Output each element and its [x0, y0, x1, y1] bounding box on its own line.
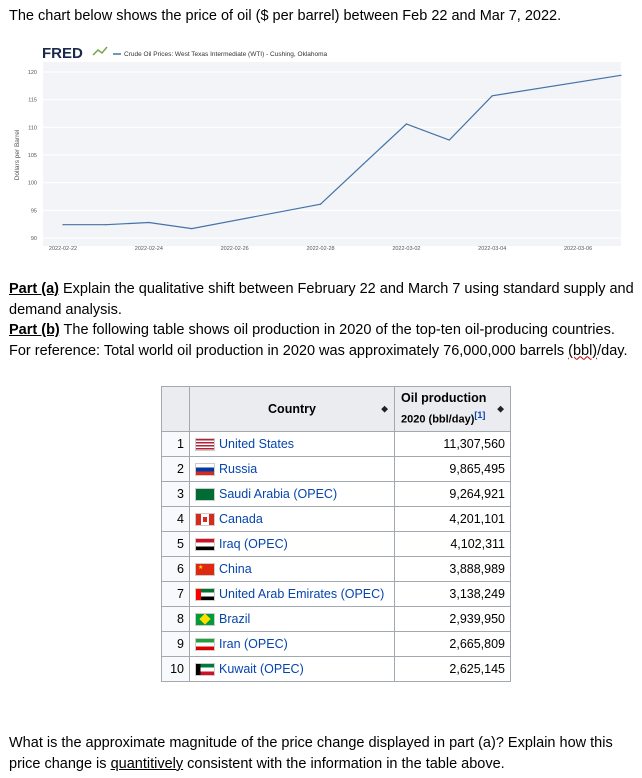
data-point [363, 163, 364, 164]
final-text-end: consistent with the information in the table above. [183, 755, 505, 772]
flag-ca-icon [195, 513, 215, 526]
country-link[interactable]: Canada [219, 511, 263, 526]
production-cell: 4,201,101 [395, 507, 511, 532]
rank-cell: 3 [162, 482, 190, 507]
y-tick-label: 120 [27, 70, 37, 76]
production-header[interactable] [395, 387, 511, 432]
final-question [9, 733, 637, 774]
production-cell: 9,865,495 [395, 457, 511, 482]
reference-suffix: /day. [597, 342, 628, 359]
data-point [406, 123, 407, 124]
chart-svg [9, 38, 624, 256]
rank-cell: 5 [162, 532, 190, 557]
oil-production-table [161, 386, 511, 682]
table-row [162, 507, 511, 532]
country-header[interactable] [190, 387, 395, 432]
y-tick-label: 115 [28, 97, 37, 104]
country-link[interactable]: Iraq (OPEC) [219, 536, 288, 551]
fred-logo-icon [93, 47, 107, 55]
sort-icon[interactable]: ◆ [497, 403, 504, 414]
country-cell [190, 482, 395, 507]
table-row [162, 482, 511, 507]
rank-cell: 8 [162, 607, 190, 632]
data-point [191, 228, 192, 229]
rank-cell: 7 [162, 582, 190, 607]
part-a-text: Explain the qualitative shift between February 22 and March 7 using standard supply and demand analysis. [9, 281, 634, 318]
flag-cn-icon [195, 563, 215, 576]
production-cell: 9,264,921 [395, 482, 511, 507]
data-point [449, 139, 450, 140]
country-link[interactable]: United Arab Emirates (OPEC) [219, 586, 385, 601]
sort-icon[interactable]: ◆ [381, 403, 388, 414]
production-cell: 2,665,809 [395, 632, 511, 657]
x-tick-label: 2022-03-04 [478, 246, 507, 252]
table-header-row [162, 387, 511, 432]
production-cell: 3,138,249 [395, 582, 511, 607]
y-tick-label: 90 [30, 236, 37, 242]
y-tick-label: 95 [30, 208, 37, 215]
table-row [162, 557, 511, 582]
reference-text: For reference: Total world oil production in 2020 was approximately 76,000,000 barrels [9, 342, 569, 359]
rank-cell: 10 [162, 657, 190, 682]
rank-cell: 4 [162, 507, 190, 532]
flag-diamond [199, 613, 210, 624]
fred-logo: FRED [42, 45, 83, 62]
production-cell: 3,888,989 [395, 557, 511, 582]
table-row [162, 607, 511, 632]
country-cell [190, 582, 395, 607]
part-b [9, 320, 637, 341]
y-axis-label: Dollars per Barrel [14, 129, 21, 181]
flag-kw-icon [195, 663, 215, 676]
rank-cell: 1 [162, 432, 190, 457]
country-cell [190, 507, 395, 532]
rank-cell: 9 [162, 632, 190, 657]
rank-cell: 2 [162, 457, 190, 482]
x-tick-label: 2022-03-02 [392, 246, 421, 252]
country-link[interactable]: China [219, 561, 252, 576]
data-point [320, 204, 321, 205]
flag-iq-icon [195, 538, 215, 551]
part-b-text: The following table shows oil production in 2020 of the top-ten oil-producing countries. [59, 322, 615, 338]
y-tick-label: 100 [27, 180, 37, 187]
production-cell: 4,102,311 [395, 532, 511, 557]
table-row [162, 582, 511, 607]
flag-ae-icon [195, 588, 215, 601]
country-header-label: Country [268, 402, 316, 416]
data-point [620, 75, 621, 76]
data-point [492, 95, 493, 96]
flag-star: ★ [198, 565, 204, 572]
country-link[interactable]: Brazil [219, 611, 251, 626]
fred-chart [9, 38, 624, 256]
table-row [162, 532, 511, 557]
production-cell: 11,307,560 [395, 432, 511, 457]
country-cell [190, 607, 395, 632]
flag-sa-icon [195, 488, 215, 501]
production-header-unit: 2020 (bbl/day) [401, 413, 475, 426]
production-cell: 2,939,950 [395, 607, 511, 632]
table-row [162, 632, 511, 657]
final-text: What is the approximate magnitude of the price change displayed in part (a)? Explain how this price change is [9, 735, 613, 772]
production-cell: 2,625,145 [395, 657, 511, 682]
rank-cell: 6 [162, 557, 190, 582]
table-row [162, 432, 511, 457]
country-link[interactable]: Russia [219, 461, 258, 476]
data-point [148, 222, 149, 223]
country-link[interactable]: Kuwait (OPEC) [219, 661, 304, 676]
table-body [162, 432, 511, 682]
y-tick-label: 105 [27, 153, 37, 159]
x-tick-label: 2022-03-06 [564, 246, 593, 252]
intro-text: The chart below shows the price of oil ($ per barrel) between Feb 22 and Mar 7, 2022. [9, 8, 562, 24]
part-a [9, 279, 637, 320]
country-cell [190, 457, 395, 482]
country-cell [190, 632, 395, 657]
table-row [162, 457, 511, 482]
country-cell [190, 532, 395, 557]
bbl-abbrev: (bbl) [568, 342, 598, 359]
flag-us-icon [195, 438, 215, 451]
table-row [162, 657, 511, 682]
flag-br-icon [195, 613, 215, 626]
x-tick-label: 2022-02-24 [134, 246, 163, 252]
country-link[interactable]: Saudi Arabia (OPEC) [219, 486, 338, 501]
legend-label: Crude Oil Prices: West Texas Intermediate (WTI) - Cushing, Oklahoma [124, 51, 328, 58]
country-cell [190, 557, 395, 582]
part-b-label: Part (b) [9, 322, 60, 338]
y-tick-label: 110 [28, 125, 37, 132]
data-point [62, 224, 63, 225]
production-header-line2 [401, 407, 509, 429]
flag-leaf [203, 517, 207, 522]
x-tick-label: 2022-02-28 [306, 246, 335, 252]
part-a-label: Part (a) [9, 281, 59, 297]
country-cell [190, 657, 395, 682]
final-underlined-word: quantitively [110, 755, 184, 772]
country-link[interactable]: United States [219, 436, 295, 451]
flag-ru-icon [195, 463, 215, 476]
rank-header [162, 387, 190, 432]
country-link[interactable]: Iran (OPEC) [219, 636, 288, 651]
country-cell [190, 432, 395, 457]
x-tick-label: 2022-02-26 [220, 246, 249, 252]
x-tick-label: 2022-02-22 [48, 246, 78, 252]
part-b-reference [9, 341, 637, 362]
question-parts [9, 279, 637, 361]
production-header-line1: Oil production [401, 390, 487, 405]
reference-link[interactable]: [1] [474, 409, 486, 420]
data-point [105, 224, 106, 225]
flag-ir-icon [195, 638, 215, 651]
